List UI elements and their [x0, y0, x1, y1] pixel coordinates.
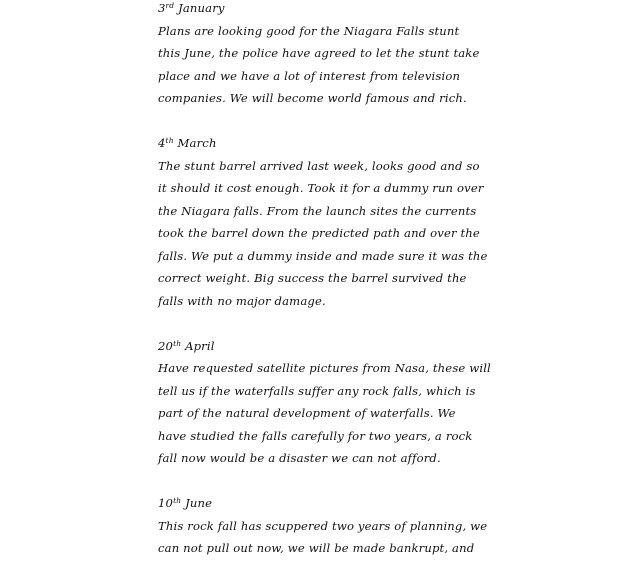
- entry-line: can not pull out now, we will be made bankrupt, and: [158, 541, 475, 555]
- entry-line: This rock fall has scuppered two years of planning, we: [158, 518, 488, 533]
- diary-entry-10-june: [158, 492, 498, 560]
- entry-line: The stunt barrel arrived last week, looks good and so: [158, 158, 480, 173]
- entry-date: 3rd January: [158, 1, 225, 15]
- diary-entry-20-april: [158, 335, 498, 470]
- diary-entry-3-january: [158, 0, 498, 110]
- entry-line: fall now would be a disaster we can not afford.: [158, 451, 441, 465]
- entry-line: falls. We put a dummy inside and made sure it was the: [158, 248, 488, 263]
- entry-date: 4th March: [158, 136, 217, 150]
- entry-line: companies. We will become world famous and rich.: [158, 91, 467, 105]
- entry-line: place and we have a lot of interest from television: [158, 68, 461, 83]
- entry-line: tell us if the waterfalls suffer any rock falls, which is: [158, 383, 476, 398]
- entry-line: have studied the falls carefully for two years, a rock: [158, 428, 473, 443]
- entry-line: took the barrel down the predicted path and over the: [158, 226, 480, 240]
- entry-line: Plans are looking good for the Niagara Falls stunt: [158, 23, 460, 38]
- entry-line: part of the natural development of waterfalls. We: [158, 406, 456, 420]
- entry-line: correct weight. Big success the barrel survived the: [158, 271, 467, 285]
- diary-text: [158, 0, 498, 582]
- entry-line: it should it cost enough. Took it for a dummy run over: [158, 181, 484, 195]
- entry-date: 20th April: [158, 338, 215, 353]
- entry-line: falls with no major damage.: [158, 293, 326, 308]
- entry-date: 10th June: [158, 496, 213, 510]
- entry-line: this June, the police have agreed to let the stunt take: [158, 46, 480, 60]
- entry-line: the Niagara falls. From the launch sites the currents: [158, 203, 477, 218]
- entry-line: Have requested satellite pictures from Nasa, these will: [158, 361, 491, 375]
- diary-entry-4-march: [158, 132, 498, 312]
